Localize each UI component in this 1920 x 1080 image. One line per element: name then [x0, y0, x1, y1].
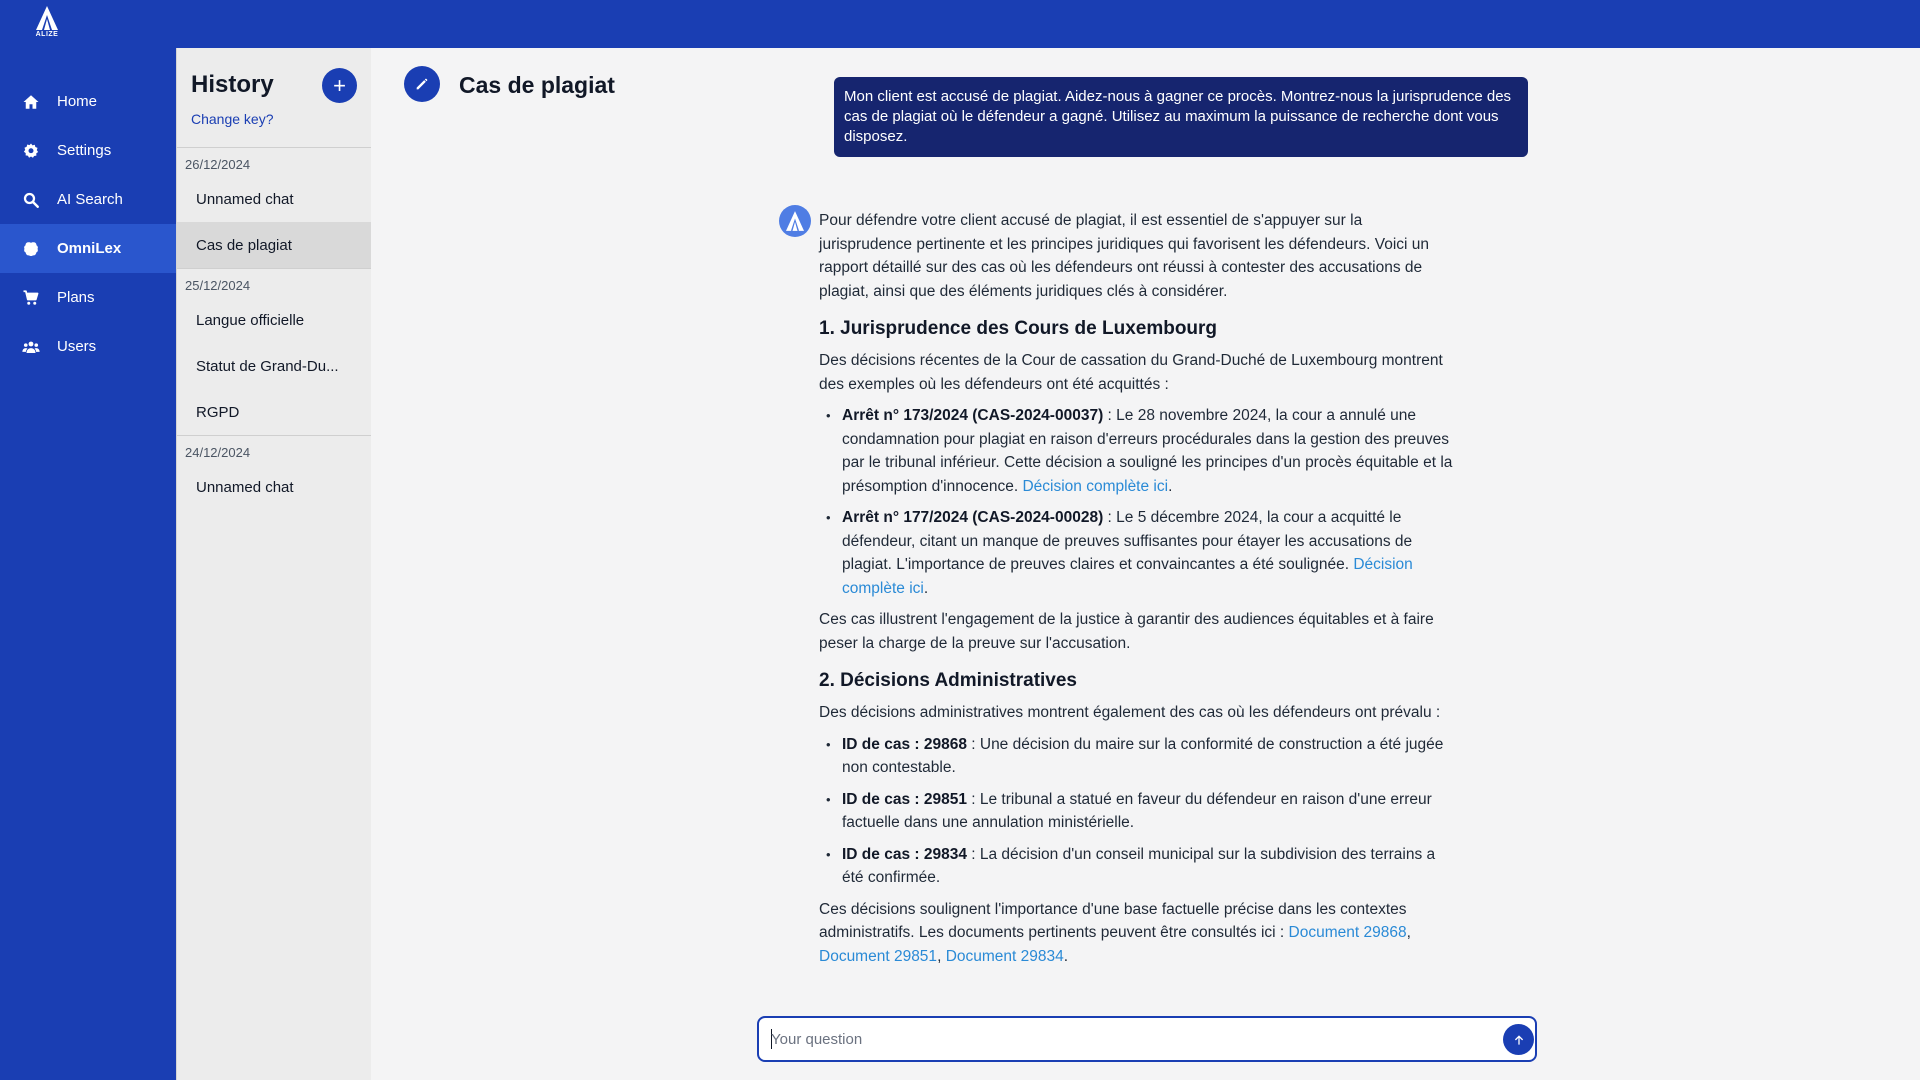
nav-item-ai-search[interactable]: [0, 175, 176, 224]
decision-link[interactable]: Décision complète ici: [1022, 477, 1169, 495]
case-text: : Le 28 novembre 2024, la cour a annulé une condamnation pour plagiat en raison d'erreurs procédurales dans la gestion des preuves par le tribunal inférieur. Cette décision a souligné les principes d'un procès équitable et la présomption d'innocence.: [842, 407, 1453, 495]
document-link[interactable]: Document 29851: [819, 947, 938, 965]
gear-icon: [22, 142, 40, 160]
answer-heading: 1. Jurisprudence des Cours de Luxembourg: [819, 318, 1218, 339]
history-chat-item[interactable]: Statut de Grand-Du...: [196, 357, 339, 375]
user-message-bubble: Mon client est accusé de plagiat. Aidez-nous à gagner ce procès. Montrez-nous la jurisprudence des cas de plagiat où le défendeur a gagné. Utilisez au maximum la puissance de recherche dont vous disposez.: [834, 77, 1528, 157]
left-nav: [0, 48, 176, 1080]
answer-list: [819, 404, 1459, 600]
case-text: : La décision d'un conseil municipal sur la subdivision des terrains a été confirmée.: [842, 845, 1436, 886]
punctuation: .: [1168, 477, 1173, 495]
assistant-message: [819, 209, 1459, 976]
edit-title-button[interactable]: [404, 66, 440, 102]
decision-link[interactable]: Décision complète ici: [842, 556, 1413, 597]
list-item: [819, 404, 1459, 498]
document-link[interactable]: Document 29834: [945, 947, 1064, 965]
punctuation: .: [1063, 947, 1069, 965]
logo-text: ALIZE: [35, 31, 59, 38]
separator: ,: [1406, 924, 1411, 941]
answer-heading: 2. Décisions Administratives: [819, 670, 1078, 691]
question-box: [757, 1016, 1537, 1062]
list-item: [819, 506, 1459, 600]
home-icon: [22, 93, 40, 111]
history-chat-item-active[interactable]: Cas de plagiat: [177, 222, 371, 268]
answer-outro-text: Ces décisions soulignent l'importance d'une base factuelle précise dans les contextes administratifs. Les documents pertinents peuvent être consultés ici :: [819, 900, 1407, 941]
history-group-date: 24/12/2024: [185, 445, 251, 460]
case-text: : Le tribunal a statué en faveur du défendeur en raison d'une erreur factuelle dans une annulation ministérielle.: [842, 790, 1432, 831]
nav-item-plans[interactable]: [0, 273, 176, 322]
history-group-date: 25/12/2024: [185, 278, 251, 293]
nav-item-label: AI Search: [57, 191, 123, 208]
app-logo[interactable]: [30, 6, 64, 42]
assistant-avatar: [779, 205, 811, 237]
case-ref: Arrêt n° 173/2024 (CAS-2024-00037): [842, 407, 1104, 424]
case-ref: Arrêt n° 177/2024 (CAS-2024-00028): [842, 509, 1104, 526]
case-text: : Une décision du maire sur la conformité de construction a été jugée non contestable.: [842, 735, 1444, 776]
chat-main: [371, 48, 1920, 1080]
nav-item-settings[interactable]: [0, 126, 176, 175]
change-key-link[interactable]: Change key?: [191, 111, 274, 127]
question-input[interactable]: [771, 1028, 1471, 1050]
answer-paragraph: Des décisions récentes de la Cour de cassation du Grand-Duché de Luxembourg montrent des exemples où les défendeurs ont été acquittés :: [819, 352, 1443, 393]
arrow-up-icon: [1512, 1033, 1526, 1047]
top-bar: [0, 0, 1920, 48]
nav-item-label: Users: [57, 338, 97, 355]
case-text: : Le 5 décembre 2024, la cour a acquitté le défendeur, citant un manque de preuves suffisantes pour étayer les accusations de plagiat. L'importance de preuves claires et convaincantes a été soulignée.: [842, 509, 1413, 573]
users-icon: [22, 338, 40, 356]
case-id: ID de cas : 29851: [842, 790, 967, 808]
answer-paragraph: [819, 898, 1459, 969]
logo-mountain-icon: [36, 6, 58, 30]
separator: ,: [937, 947, 946, 965]
nav-list: [0, 48, 176, 371]
answer-list: [819, 733, 1459, 890]
history-chat-item[interactable]: Unnamed chat: [196, 478, 294, 496]
history-panel: [176, 48, 371, 1080]
document-link[interactable]: Document 29868: [1288, 924, 1407, 941]
answer-paragraph: Des décisions administratives montrent également des cas où les défendeurs ont prévalu :: [819, 704, 1441, 721]
nav-item-label: OmniLex: [57, 240, 122, 257]
send-button[interactable]: [1503, 1024, 1534, 1055]
list-item: [819, 733, 1459, 780]
case-id: ID de cas : 29868: [842, 735, 967, 753]
cart-icon: [22, 289, 40, 307]
history-group-date: 26/12/2024: [185, 157, 251, 172]
pencil-icon: [414, 76, 430, 92]
nav-item-label: Settings: [57, 142, 112, 159]
nav-item-users[interactable]: [0, 322, 176, 371]
history-chat-item[interactable]: RGPD: [196, 403, 240, 421]
nav-item-label: Plans: [57, 289, 95, 306]
case-id: ID de cas : 29834: [842, 845, 967, 863]
new-chat-button[interactable]: +: [322, 68, 357, 103]
punctuation: .: [923, 579, 929, 597]
brain-icon: [22, 240, 40, 258]
history-group: [177, 269, 371, 436]
answer-paragraph: Ces cas illustrent l'engagement de la justice à garantir des audiences équitables et à faire peser la charge de la preuve sur l'accusation.: [819, 611, 1434, 652]
nav-item-label: Home: [57, 93, 98, 110]
history-group: [177, 148, 371, 269]
chat-title: Cas de plagiat: [459, 72, 615, 98]
nav-item-omnilex[interactable]: [0, 224, 176, 273]
nav-item-home[interactable]: [0, 77, 176, 126]
list-item: [819, 788, 1459, 835]
answer-intro: Pour défendre votre client accusé de plagiat, il est essentiel de s'appuyer sur la jurisprudence pertinente et les principes juridiques qui favorisent les défendeurs. Voici un rapport détaillé sur des cas où les défendeurs ont réussi à contester des accusations de plagiat, ainsi que des éléments juridiques clés à considérer.: [819, 212, 1430, 300]
history-chat-item[interactable]: Langue officielle: [196, 311, 305, 329]
history-chat-item[interactable]: Unnamed chat: [196, 190, 294, 208]
history-title: History: [191, 71, 274, 98]
history-header: [177, 48, 371, 148]
history-group: [177, 436, 371, 510]
list-item: [819, 843, 1459, 890]
search-icon: [22, 191, 40, 209]
logo-mountain-icon: [786, 211, 804, 231]
